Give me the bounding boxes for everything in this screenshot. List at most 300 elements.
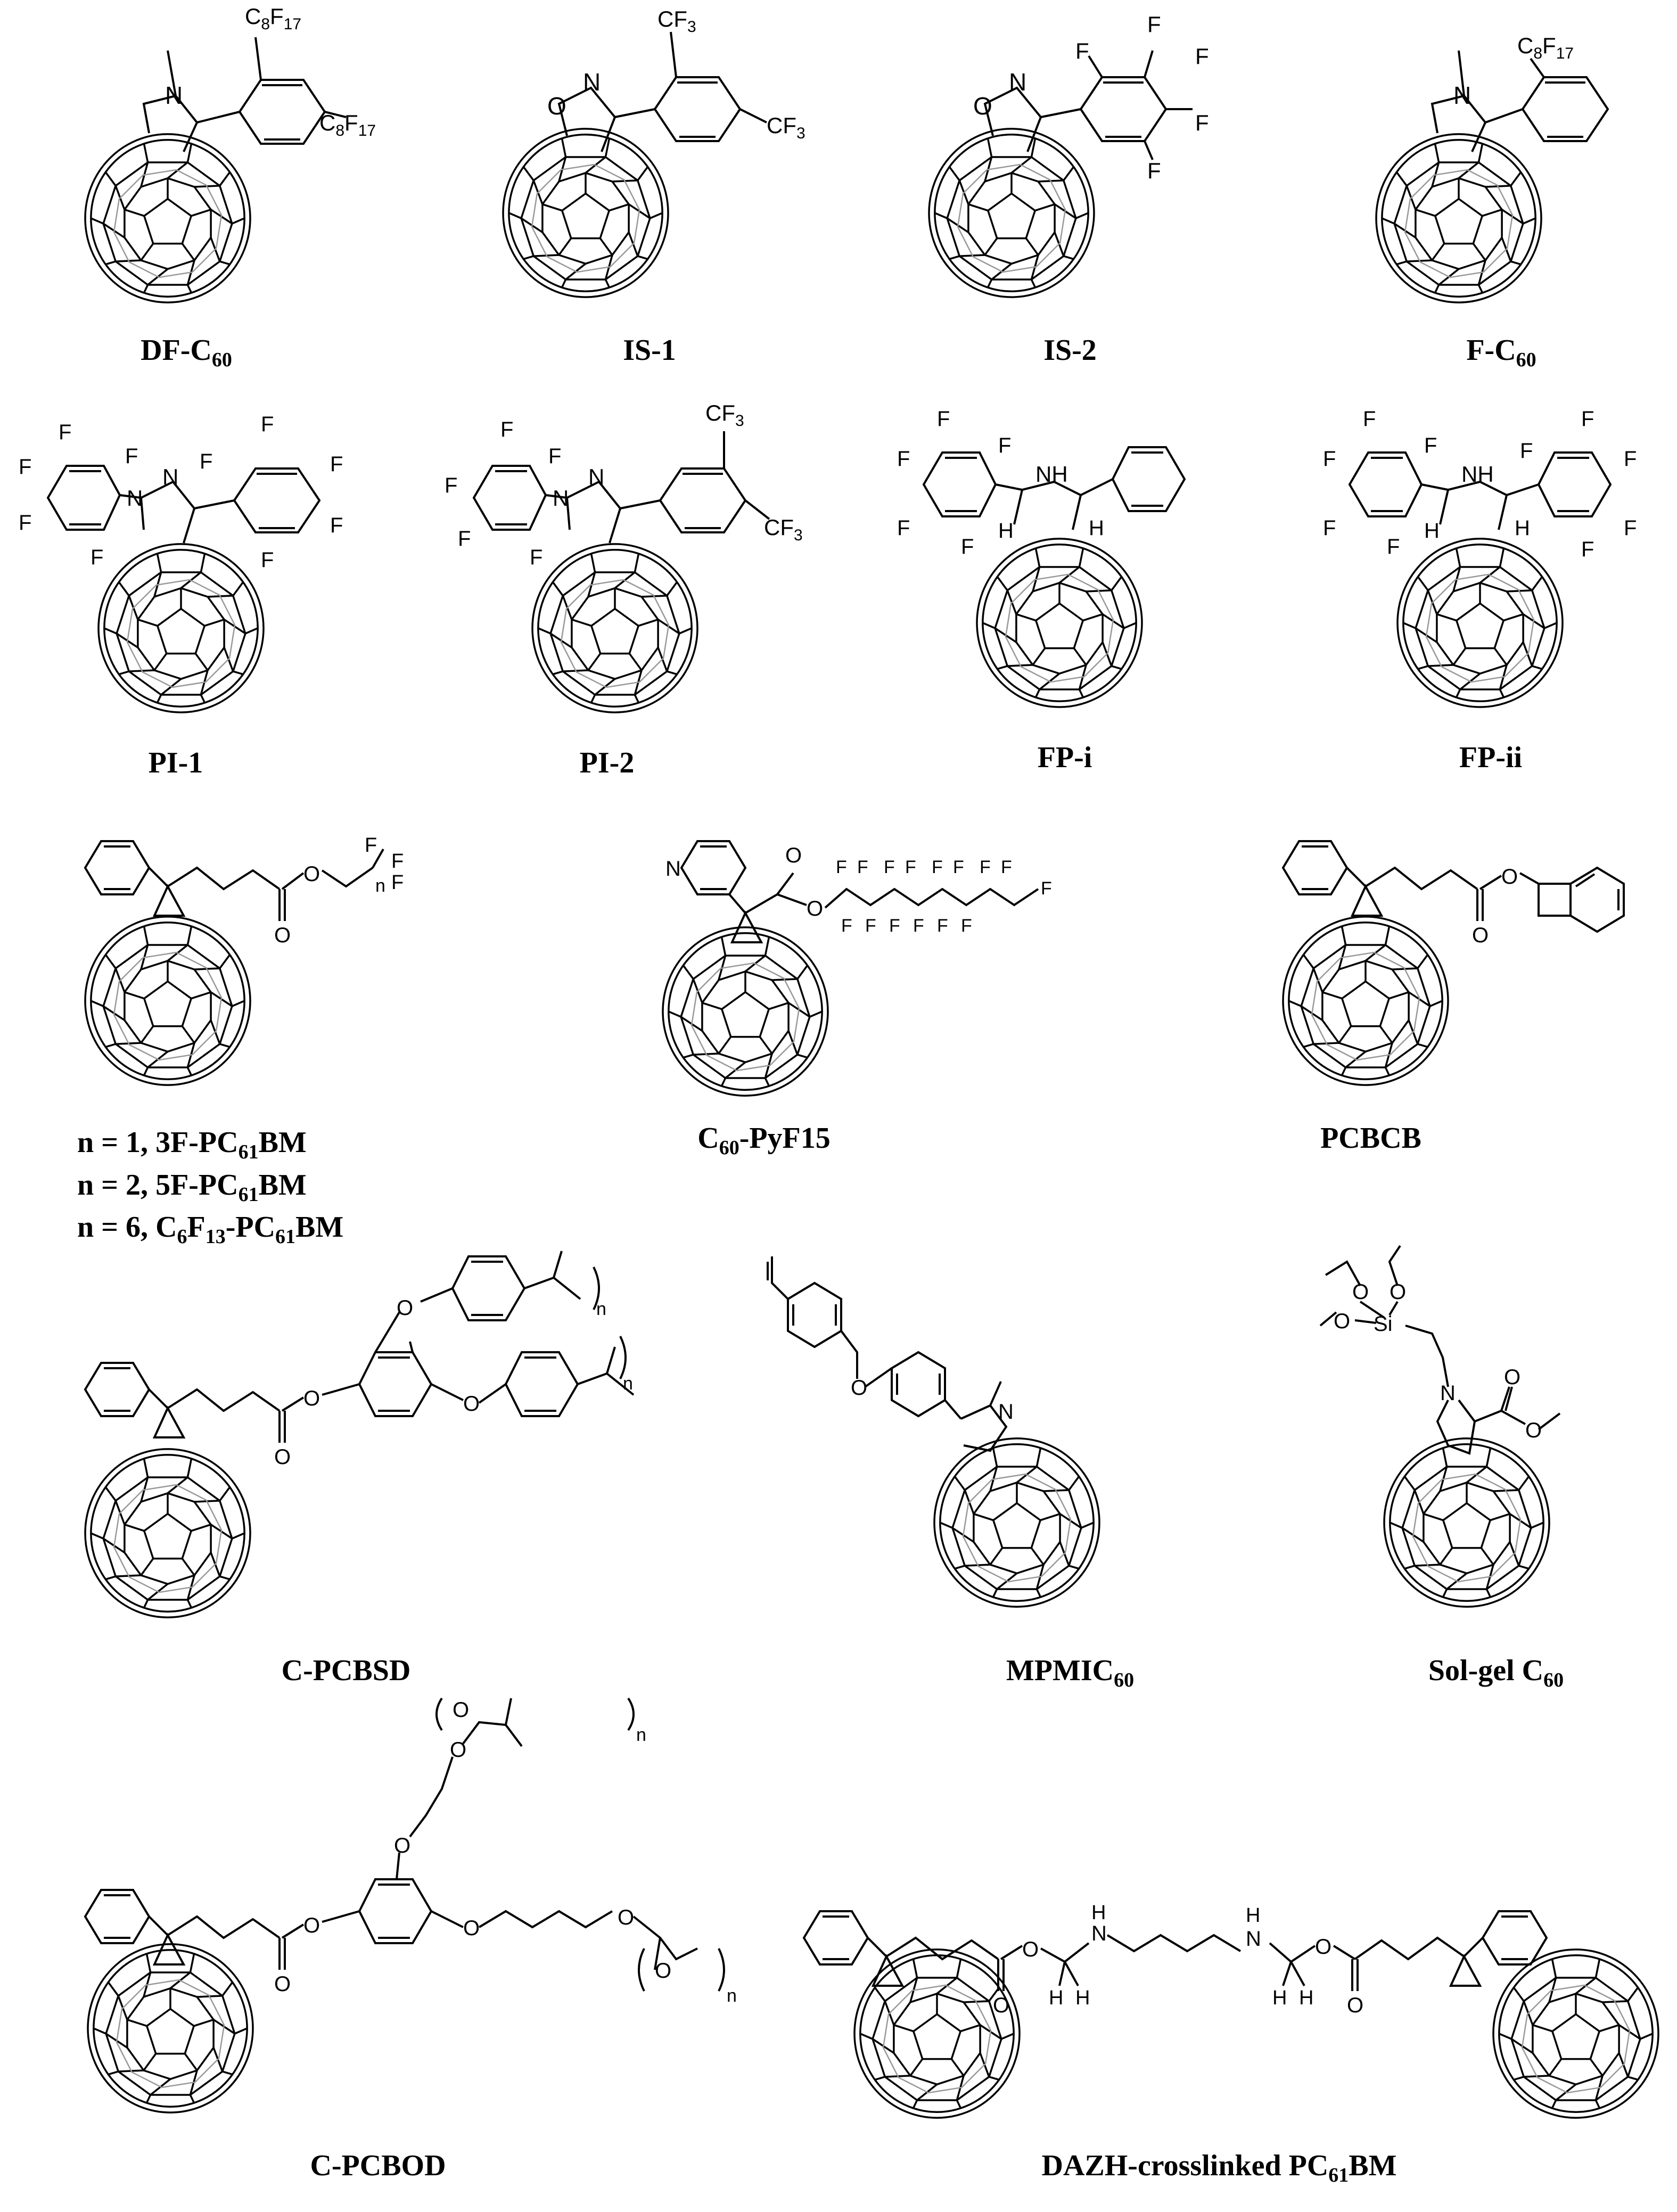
c-pcbsd-cage-line [141, 1559, 153, 1575]
pi-1-n2: N [162, 464, 179, 489]
df-c60-cage-line [182, 244, 194, 260]
c60-pyf15-fullerene-cage [663, 927, 828, 1096]
sol-gel-c60-cage-line [1443, 1503, 1490, 1548]
c-pcbsd-fullerene-cage [85, 1449, 250, 1617]
is-2-n-atom: N [1009, 68, 1027, 96]
f-c60-cage-line [1382, 218, 1394, 224]
dazh-left-cage-line [951, 2059, 964, 2076]
f-c60-cage-line [1478, 285, 1482, 293]
is-2-cage-line [1031, 279, 1035, 287]
dazh-right-cage-line [1640, 2034, 1653, 2039]
fp-ii-cage-line [1437, 614, 1457, 621]
is-2-f2: F [1147, 12, 1161, 37]
df-c60-cage-line [144, 285, 148, 293]
mpmic60-cage-line [990, 1548, 1002, 1565]
fp-ii-cage-line [1418, 666, 1428, 669]
label-is-2: IS-2 [1043, 334, 1097, 367]
c60-pyf15-f3: F [884, 857, 895, 877]
dazh-h2: H [1246, 1904, 1261, 1927]
f-c60-cage-line [1396, 172, 1407, 186]
c60-pyf15-cage-line [702, 1003, 722, 1009]
c60-pyf15-f1: F [836, 857, 847, 877]
pi-2-cage-line [667, 582, 677, 596]
fp-i-cage-line [1016, 614, 1036, 621]
pi-1-fullerene-cage [98, 544, 264, 712]
pi-2-cage-line [572, 620, 591, 626]
c60-pyf15-cage-line [810, 1012, 822, 1017]
dazh-left-cage-line [875, 1987, 885, 2001]
dazh-left-cage-line [894, 2025, 914, 2032]
c-pcbod-o7: O [618, 1906, 635, 1929]
dazh-left-cage-line [875, 2077, 885, 2080]
f-c60-cage-line [1432, 244, 1444, 260]
is-2-cage-line [1035, 204, 1055, 211]
c60-pyf15-f7: F [980, 857, 991, 877]
is-2-o-atom: O [973, 92, 992, 120]
sol-gel-n: N [1440, 1382, 1456, 1405]
fp-i-fullerene-cage [977, 539, 1142, 707]
df-c60-cage-line [125, 210, 144, 216]
fp-ii-cage-line [1532, 577, 1542, 590]
c60-pyf15-cage-line [765, 937, 769, 956]
f-c60-cage-line [1482, 210, 1502, 216]
f-c60-cage-line [1473, 244, 1485, 260]
fp-ii-cage-line [1418, 577, 1428, 590]
dazh-h1: H [1091, 1902, 1106, 1924]
dazh-right-cage-line [1628, 1987, 1638, 2001]
fp-ii-nh: NH [1461, 462, 1494, 487]
label-c60-pyf15: $C_{60}-PyF15$ [697, 1122, 831, 1160]
df-c60-cage-line [141, 244, 153, 260]
is-1-cage-line [600, 239, 612, 255]
is-1-cf3-right: $CF_3$ [767, 113, 805, 142]
c-pcbsd-n2: n [623, 1374, 633, 1394]
c60-pyf15-f2: F [857, 857, 868, 877]
c-pcbod-cage-line [127, 2020, 147, 2026]
fp-i-f5: F [961, 535, 974, 558]
c60-pyf15-cage-line [769, 1003, 788, 1009]
label-sol-gel-c60: Sol-gel $C_{60}$ [1428, 1654, 1564, 1692]
is-2-cage-line [988, 138, 992, 157]
fp-ii-f6: F [1520, 439, 1533, 463]
c-pcbsd-n1: n [596, 1299, 606, 1319]
pcbcb-cage-line [1380, 1026, 1392, 1043]
pi-1-cage-line [201, 554, 204, 572]
c-pcbsd-o4: O [463, 1392, 480, 1416]
fpcbm-o-ester: O [303, 862, 320, 886]
sol-gel-c60-cage-line [1404, 1566, 1415, 1569]
dazh-right-cage-line [1599, 2025, 1619, 2032]
is-2-fullerene-cage [929, 129, 1094, 297]
dazh-right-cage-line [1533, 2025, 1552, 2032]
c-pcbod-cage-line [94, 2028, 106, 2034]
label-pi-1: PI-1 [148, 746, 203, 779]
fp-i-h1: H [998, 519, 1014, 542]
c60-pyf15-cage-line [798, 965, 808, 979]
fp-i-cage-line [1036, 604, 1083, 648]
dazh-h3: H [1049, 1987, 1064, 2009]
mpmic60-n: N [998, 1400, 1014, 1424]
fp-ii-cage-line [1457, 548, 1460, 567]
pi-1-f7: F [261, 413, 274, 436]
fpcbm-variant-2: n = 2, $5F-PC_{61}BM$ [77, 1168, 307, 1206]
fp-ii-f8: F [1624, 447, 1637, 471]
fp-i-f2: F [998, 434, 1012, 457]
is-2-f1: F [1075, 38, 1089, 63]
fp-ii-f5: F [1387, 535, 1400, 558]
dazh-left-cage-line [957, 2100, 960, 2108]
f-c60-c8f17: $C_8F_{17}$ [1517, 33, 1574, 62]
c-pcbod-cage-line [144, 2054, 156, 2070]
fpcbm-cage-line [105, 955, 116, 968]
pcbcb-cage-line [1418, 955, 1428, 968]
c-pcbsd-cage-line [144, 1459, 148, 1477]
fp-ii-f7: F [1581, 407, 1594, 431]
c-pcbod-cage-line [223, 1982, 233, 1996]
mpmic60-fullerene-cage [934, 1438, 1099, 1607]
pi-2-f2: F [548, 445, 562, 468]
dazh-right-cage-line [1552, 1959, 1556, 1978]
pi-1-f10: F [261, 548, 274, 572]
c-pcbod-n2: n [727, 1986, 737, 2006]
sol-gel-o5: O [1525, 1419, 1542, 1442]
dazh-h5: H [1272, 1987, 1287, 2009]
c-pcbod-o2: O [303, 1914, 320, 1937]
dazh-left-cage-line [1001, 2034, 1014, 2039]
pcbcb-cage-line [1289, 1001, 1301, 1006]
fpcbm-cage-line [187, 1067, 191, 1075]
is-2-cage-line [985, 239, 997, 255]
c60-pyf15-cage-line [722, 992, 769, 1037]
pi-2-cage-line [638, 620, 658, 626]
pcbcb-cage-line [1430, 1001, 1442, 1006]
is-2-cage-line [988, 194, 1035, 239]
pi-2-cage-line [667, 671, 677, 675]
c-pcbsd-cage-line [182, 1559, 194, 1575]
c-pcbod-cage-line [147, 2009, 194, 2054]
is-2-cage-line [988, 279, 992, 287]
fp-i-cage-line [1079, 548, 1083, 567]
is-1-cage-line [605, 279, 609, 287]
df-c60-cage-line [144, 199, 191, 244]
is-1-cage-line [562, 194, 609, 239]
is-1-cage-line [559, 239, 571, 255]
dazh-left-cage-line [914, 2014, 960, 2059]
fp-i-cage-line [1033, 648, 1045, 665]
label-c-pcbsd: C-PCBSD [281, 1654, 411, 1687]
dazh-o2: O [1022, 1938, 1039, 1961]
pi-1-f2: F [125, 445, 138, 468]
c60-pyf15-f5: F [932, 857, 943, 877]
dazh-right-cage-line [1499, 2034, 1511, 2039]
df-c60-c8f17-right: $C_8F_{17}$ [319, 110, 376, 139]
mpmic60-cage-line [955, 1476, 965, 1490]
c-pcbod-fullerene-cage [88, 1944, 253, 2112]
c60-pyf15-cage-line [722, 937, 726, 956]
dazh-right-cage-line [1596, 1959, 1599, 1978]
fpcbm-f3: F [391, 871, 404, 894]
fp-ii-f4: F [1323, 516, 1336, 540]
mpmic60-cage-line [955, 1566, 965, 1569]
fpcbm-variant-1: n = 1, $3F-PC_{61}BM$ [77, 1126, 307, 1164]
sol-gel-o2: O [1390, 1280, 1407, 1304]
is-1-cage-line [609, 204, 629, 211]
sol-gel-c60-cage-line [1531, 1523, 1543, 1528]
c-pcbod-cage-line [108, 1982, 118, 1996]
fp-ii-cage-line [1503, 614, 1523, 621]
dazh-left-fullerene-cage [854, 1950, 1020, 2118]
fpcbm-cage-line [220, 1044, 230, 1047]
pcbcb-cage-line [1418, 1044, 1428, 1047]
fpcbm-cage-line [182, 1026, 194, 1043]
is-1-o-atom: O [547, 92, 566, 120]
fp-i-cage-line [997, 666, 1007, 669]
c-pcbsd-cage-line [220, 1576, 230, 1580]
pi-1-f9: F [330, 514, 343, 537]
mpmic60-cage-line [993, 1503, 1040, 1548]
dazh-o4: O [1347, 1994, 1364, 2017]
fp-i-cage-line [1083, 614, 1103, 621]
is-1-cage-line [638, 256, 648, 259]
fp-ii-cage-line [1500, 689, 1503, 697]
df-c60-cage-line [105, 261, 116, 265]
sol-gel-c60-cage-line [1519, 1476, 1529, 1490]
is-2-cage-line [935, 213, 947, 218]
dazh-h6: H [1299, 1987, 1314, 2009]
is-1-n-atom: N [583, 68, 601, 96]
fp-i-f3: F [897, 447, 910, 471]
fpcbm-f2: F [391, 850, 404, 873]
sol-gel-c60-fullerene-cage [1384, 1438, 1549, 1607]
df-c60-cage-line [220, 172, 230, 186]
dazh-right-fullerene-cage [1493, 1950, 1658, 2118]
c-pcbsd-cage-line [220, 1487, 230, 1501]
is-1-cage-line [509, 213, 521, 218]
c60-pyf15-cage-line [722, 1078, 726, 1086]
pcbcb-cage-line [1322, 992, 1342, 999]
c60-pyf15-f6: F [953, 857, 964, 877]
dazh-left-cage-line [957, 1959, 960, 1978]
is-2-cage-line [949, 167, 959, 180]
label-mpmic60: $MPMIC_{60}$ [1006, 1654, 1135, 1692]
sol-gel-si: Si [1374, 1312, 1393, 1336]
df-c60-cage-line [187, 285, 191, 293]
is-1-cage-line [523, 256, 533, 259]
dazh-right-cage-line [1596, 2100, 1599, 2108]
fp-ii-cage-line [1500, 548, 1503, 567]
mpmic60-cage-line [1031, 1548, 1043, 1565]
fp-i-cage-line [1112, 577, 1122, 590]
dazh-right-cage-line [1552, 2014, 1599, 2059]
c60-pyf15-cage-line [719, 1037, 731, 1054]
c-pcbsd-cage-line [144, 1600, 148, 1608]
dazh-right-cage-line [1590, 2059, 1602, 2076]
c60-pyf15-f15: F [1041, 878, 1052, 899]
c60-pyf15-cage-line [798, 1055, 808, 1058]
pi-2-f3: F [445, 474, 458, 497]
c-pcbod-o6: O [463, 1917, 480, 1940]
sol-gel-c60-cage-line [1486, 1448, 1490, 1467]
pi-1-cage-line [158, 554, 161, 572]
df-c60-cage-line [187, 144, 191, 162]
pi-1-f4: F [19, 511, 32, 535]
pi-2-cage-line [553, 582, 563, 596]
fp-ii-cage-line [1403, 623, 1416, 628]
pcbcb-cage-line [1339, 1026, 1351, 1043]
label-pcbcb: PCBCB [1320, 1122, 1421, 1155]
fp-i-f1: F [937, 407, 950, 431]
f-c60-fullerene-cage [1376, 134, 1541, 302]
c-pcbsd-cage-line [91, 1533, 103, 1539]
dazh-left-cage-line [910, 2059, 923, 2076]
dazh-right-cage-line [1514, 1987, 1524, 2001]
is-2-f5: F [1147, 158, 1161, 183]
c-pcbod-cage-line [108, 2071, 118, 2075]
fpcbm-cage-line [105, 1044, 116, 1047]
fpcbm-cage-line [125, 992, 144, 999]
pi-1-cage-line [233, 671, 243, 675]
f-c60-cage-line [1511, 172, 1521, 186]
dazh-right-cage-line [1549, 2059, 1561, 2076]
dazh-left-cage-line [860, 2034, 873, 2039]
dazh-right-cage-line [1628, 2077, 1638, 2080]
f-c60-cage-line [1416, 210, 1435, 216]
mpmic60-cage-line [974, 1514, 993, 1520]
pi-1-cage-line [119, 671, 129, 675]
fp-ii-f1: F [1363, 407, 1376, 431]
dazh-right-cage-line [1514, 2077, 1524, 2080]
fpcbm-fullerene-cage [85, 917, 250, 1085]
label-fp-i: FP-i [1037, 741, 1092, 774]
is-1-cage-line [562, 279, 566, 287]
c-pcbsd-o1: O [274, 1445, 291, 1469]
is-1-fullerene-cage [503, 129, 668, 297]
c60-pyf15-n: N [665, 857, 681, 881]
c60-pyf15-f11: F [889, 916, 900, 936]
label-dazh-pc61bm: DAZH-crosslinked $PC_{61}BM$ [1041, 2149, 1397, 2187]
c60-pyf15-cage-line [760, 1037, 772, 1054]
c60-pyf15-f10: F [865, 916, 876, 936]
c-pcbsd-o2: O [303, 1387, 320, 1410]
pi-1-cage-line [119, 582, 129, 596]
label-fpcbm-variants [77, 1123, 343, 1251]
pi-2-f5: F [530, 546, 543, 569]
dazh-left-cage-line [989, 2077, 999, 2080]
df-c60-c8f17-top: $C_8F_{17}$ [245, 4, 302, 33]
pi-1-cage-line [201, 695, 204, 703]
fp-i-cage-line [1036, 689, 1040, 697]
pi-1-cage-line [138, 620, 158, 626]
label-pi-2: PI-2 [579, 746, 635, 779]
fp-ii-cage-line [1532, 666, 1542, 669]
fp-i-cage-line [983, 623, 995, 628]
pi-1-f5: F [91, 546, 104, 569]
dazh-left-cage-line [960, 2025, 980, 2032]
fp-ii-fullerene-cage [1398, 539, 1563, 707]
dazh-h4: H [1075, 1987, 1090, 2009]
fpcbm-cage-line [220, 955, 230, 968]
f-c60-cage-line [1435, 199, 1482, 244]
pi-2-cage-line [591, 695, 595, 703]
c-pcbod-cage-line [223, 2071, 233, 2075]
label-c-pcbod: C-PCBOD [310, 2149, 446, 2182]
c-pcbod-o5: O [453, 1698, 470, 1722]
pi-1-f6: F [200, 450, 213, 473]
c60-pyf15-f4: F [905, 857, 916, 877]
sol-gel-c60-cage-line [1486, 1589, 1490, 1597]
mpmic60-cage-line [1081, 1523, 1094, 1528]
c-pcbod-cage-line [194, 2020, 213, 2026]
pcbcb-cage-line [1303, 1044, 1313, 1047]
c-pcbsd-o3: O [397, 1296, 414, 1320]
is-2-cage-line [968, 204, 988, 211]
fpcbm-n: n [375, 876, 385, 896]
pi-2-cage-line [591, 609, 638, 654]
pcbcb-o-carbonyl: O [1472, 924, 1489, 947]
sol-gel-c60-cage-line [1519, 1566, 1529, 1569]
c60-pyf15-o1: O [785, 844, 802, 867]
pi-2-cage-line [553, 671, 563, 675]
sol-gel-o3: O [1334, 1310, 1351, 1333]
is-2-cage-line [1031, 138, 1035, 157]
f-c60-cage-line [1396, 261, 1407, 265]
pi-2-fullerene-cage [532, 544, 697, 712]
c-pcbod-cage-line [147, 2095, 151, 2103]
pi-2-cf3-top: $CF_3$ [705, 400, 744, 430]
c-pcbod-cage-line [190, 1954, 194, 1972]
is-1-cage-line [562, 138, 566, 157]
fp-ii-f9: F [1624, 516, 1637, 540]
fp-ii-f3: F [1323, 447, 1336, 471]
sol-gel-c60-cage-line [1490, 1514, 1510, 1520]
fp-i-h2: H [1089, 516, 1104, 540]
fpcbm-variant-3: n = 6, $C_6F_{13}-PC_{61}BM$ [77, 1211, 344, 1248]
pcbcb-cage-line [1385, 926, 1389, 945]
c-pcbod-o1: O [274, 1972, 291, 1996]
sol-gel-c60-cage-line [1390, 1523, 1402, 1528]
mpmic60-cage-line [1069, 1476, 1079, 1490]
c-pcbsd-cage-line [187, 1459, 191, 1477]
fp-ii-h1: H [1424, 519, 1440, 542]
dazh-n1: N [1091, 1922, 1107, 1945]
c-pcbod-cage-line [185, 2054, 197, 2070]
dazh-right-cage-line [1552, 2100, 1556, 2108]
pi-2-cage-line [591, 554, 595, 572]
c-pcbsd-cage-line [191, 1525, 211, 1531]
pi-1-cage-line [245, 628, 258, 634]
f-c60-cage-line [1435, 144, 1439, 162]
pi-1-cage-line [158, 695, 161, 703]
is-1-cage-line [650, 213, 662, 218]
pi-1-f1: F [59, 421, 72, 444]
sol-gel-c60-cage-line [1404, 1476, 1415, 1490]
sol-gel-c60-cage-line [1440, 1548, 1452, 1565]
pi-2-cage-line [635, 695, 638, 703]
df-c60-cage-line [144, 144, 148, 162]
fpcbm-cage-line [91, 1001, 103, 1006]
pi-2-cage-line [679, 628, 692, 634]
pi-2-cage-line [588, 654, 601, 670]
pi-2-cage-line [538, 628, 550, 634]
fp-ii-h2: H [1515, 516, 1530, 540]
mpmic60-cage-line [993, 1448, 997, 1467]
is-2-cage-line [949, 256, 959, 259]
c-pcbsd-cage-line [187, 1600, 191, 1608]
sol-gel-c60-cage-line [1443, 1448, 1447, 1467]
c-pcbod-cage-line [190, 2095, 194, 2103]
pi-1-cage-line [195, 654, 208, 670]
pi-1-f3: F [19, 455, 32, 479]
